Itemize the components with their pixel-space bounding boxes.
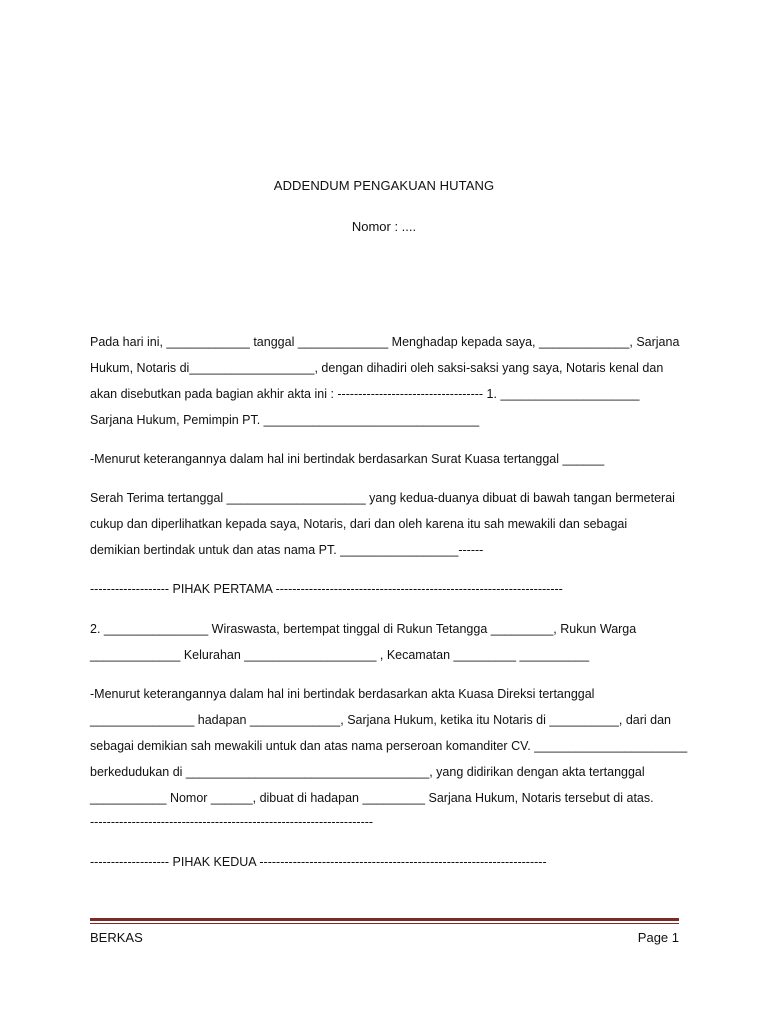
paragraph1-line2: Hukum, Notaris di__________________, dengan dihadiri oleh saksi-saksi yang saya, Notaris kenal dan (90, 361, 664, 375)
footer-label: BERKAS (90, 930, 143, 945)
footer-rule-thin (90, 923, 679, 924)
paragraph4-line1: 2. _______________ Wiraswasta, bertempat tinggal di Rukun Tetangga _________, Rukun Warga (90, 622, 637, 636)
paragraph5-line2: _______________ hadapan _____________, Sarjana Hukum, ketika itu Notaris di __________, dari dan (90, 713, 672, 727)
footer-rule (90, 918, 679, 921)
paragraph5-line4: berkedudukan di ___________________________________, yang didirikan dengan akta tertanggal (90, 765, 645, 779)
page-number: Page 1 (637, 930, 679, 945)
paragraph5-line1: -Menurut keterangannya dalam hal ini bertindak berdasarkan akta Kuasa Direksi tertanggal (90, 687, 595, 701)
paragraph5-line5: ___________ Nomor ______, dibuat di hadapan _________ Sarjana Hukum, Notaris tersebut di atas. (90, 791, 654, 805)
paragraph1-line3: akan disebutkan pada bagian akhir akta ini : ----------------------------------- 1. ____________________ (90, 387, 640, 401)
paragraph3-line3: demikian bertindak untuk dan atas nama PT. _________________------ (90, 543, 484, 557)
paragraph3-line2: cukup dan diperlihatkan kepada saya, Notaris, dari dan oleh karena itu sah mewakili dan sebagai (90, 517, 628, 531)
paragraph1-line1: Pada hari ini, ____________ tanggal _____________ Menghadap kepada saya, _____________, Sarjana (90, 335, 680, 349)
paragraph3-line1: Serah Terima tertanggal ____________________ yang kedua-duanya dibuat di bawah tangan bermeterai (90, 491, 675, 505)
document-title: ADDENDUM PENGAKUAN HUTANG (273, 178, 495, 193)
paragraph5-line3: sebagai demikian sah mewakili untuk dan atas nama perseroan komanditer CV. ______________________ (90, 739, 688, 753)
paragraph1-line4: Sarjana Hukum, Pemimpin PT. _______________________________ (90, 413, 480, 427)
paragraph2: -Menurut keterangannya dalam hal ini bertindak berdasarkan Surat Kuasa tertanggal ______ (90, 452, 605, 466)
pihak-pertama-divider: ------------------- PIHAK PERTAMA --------------------------------------------------------------------- (90, 582, 563, 596)
pihak-kedua-divider: ------------------- PIHAK KEDUA --------------------------------------------------------------------- (90, 855, 547, 869)
document-number: Nomor : .... (351, 219, 417, 234)
paragraph4-line2: _____________ Kelurahan ___________________ , Kecamatan _________ __________ (90, 648, 590, 662)
paragraph5-line6: -------------------------------------------------------------------- (90, 815, 374, 829)
